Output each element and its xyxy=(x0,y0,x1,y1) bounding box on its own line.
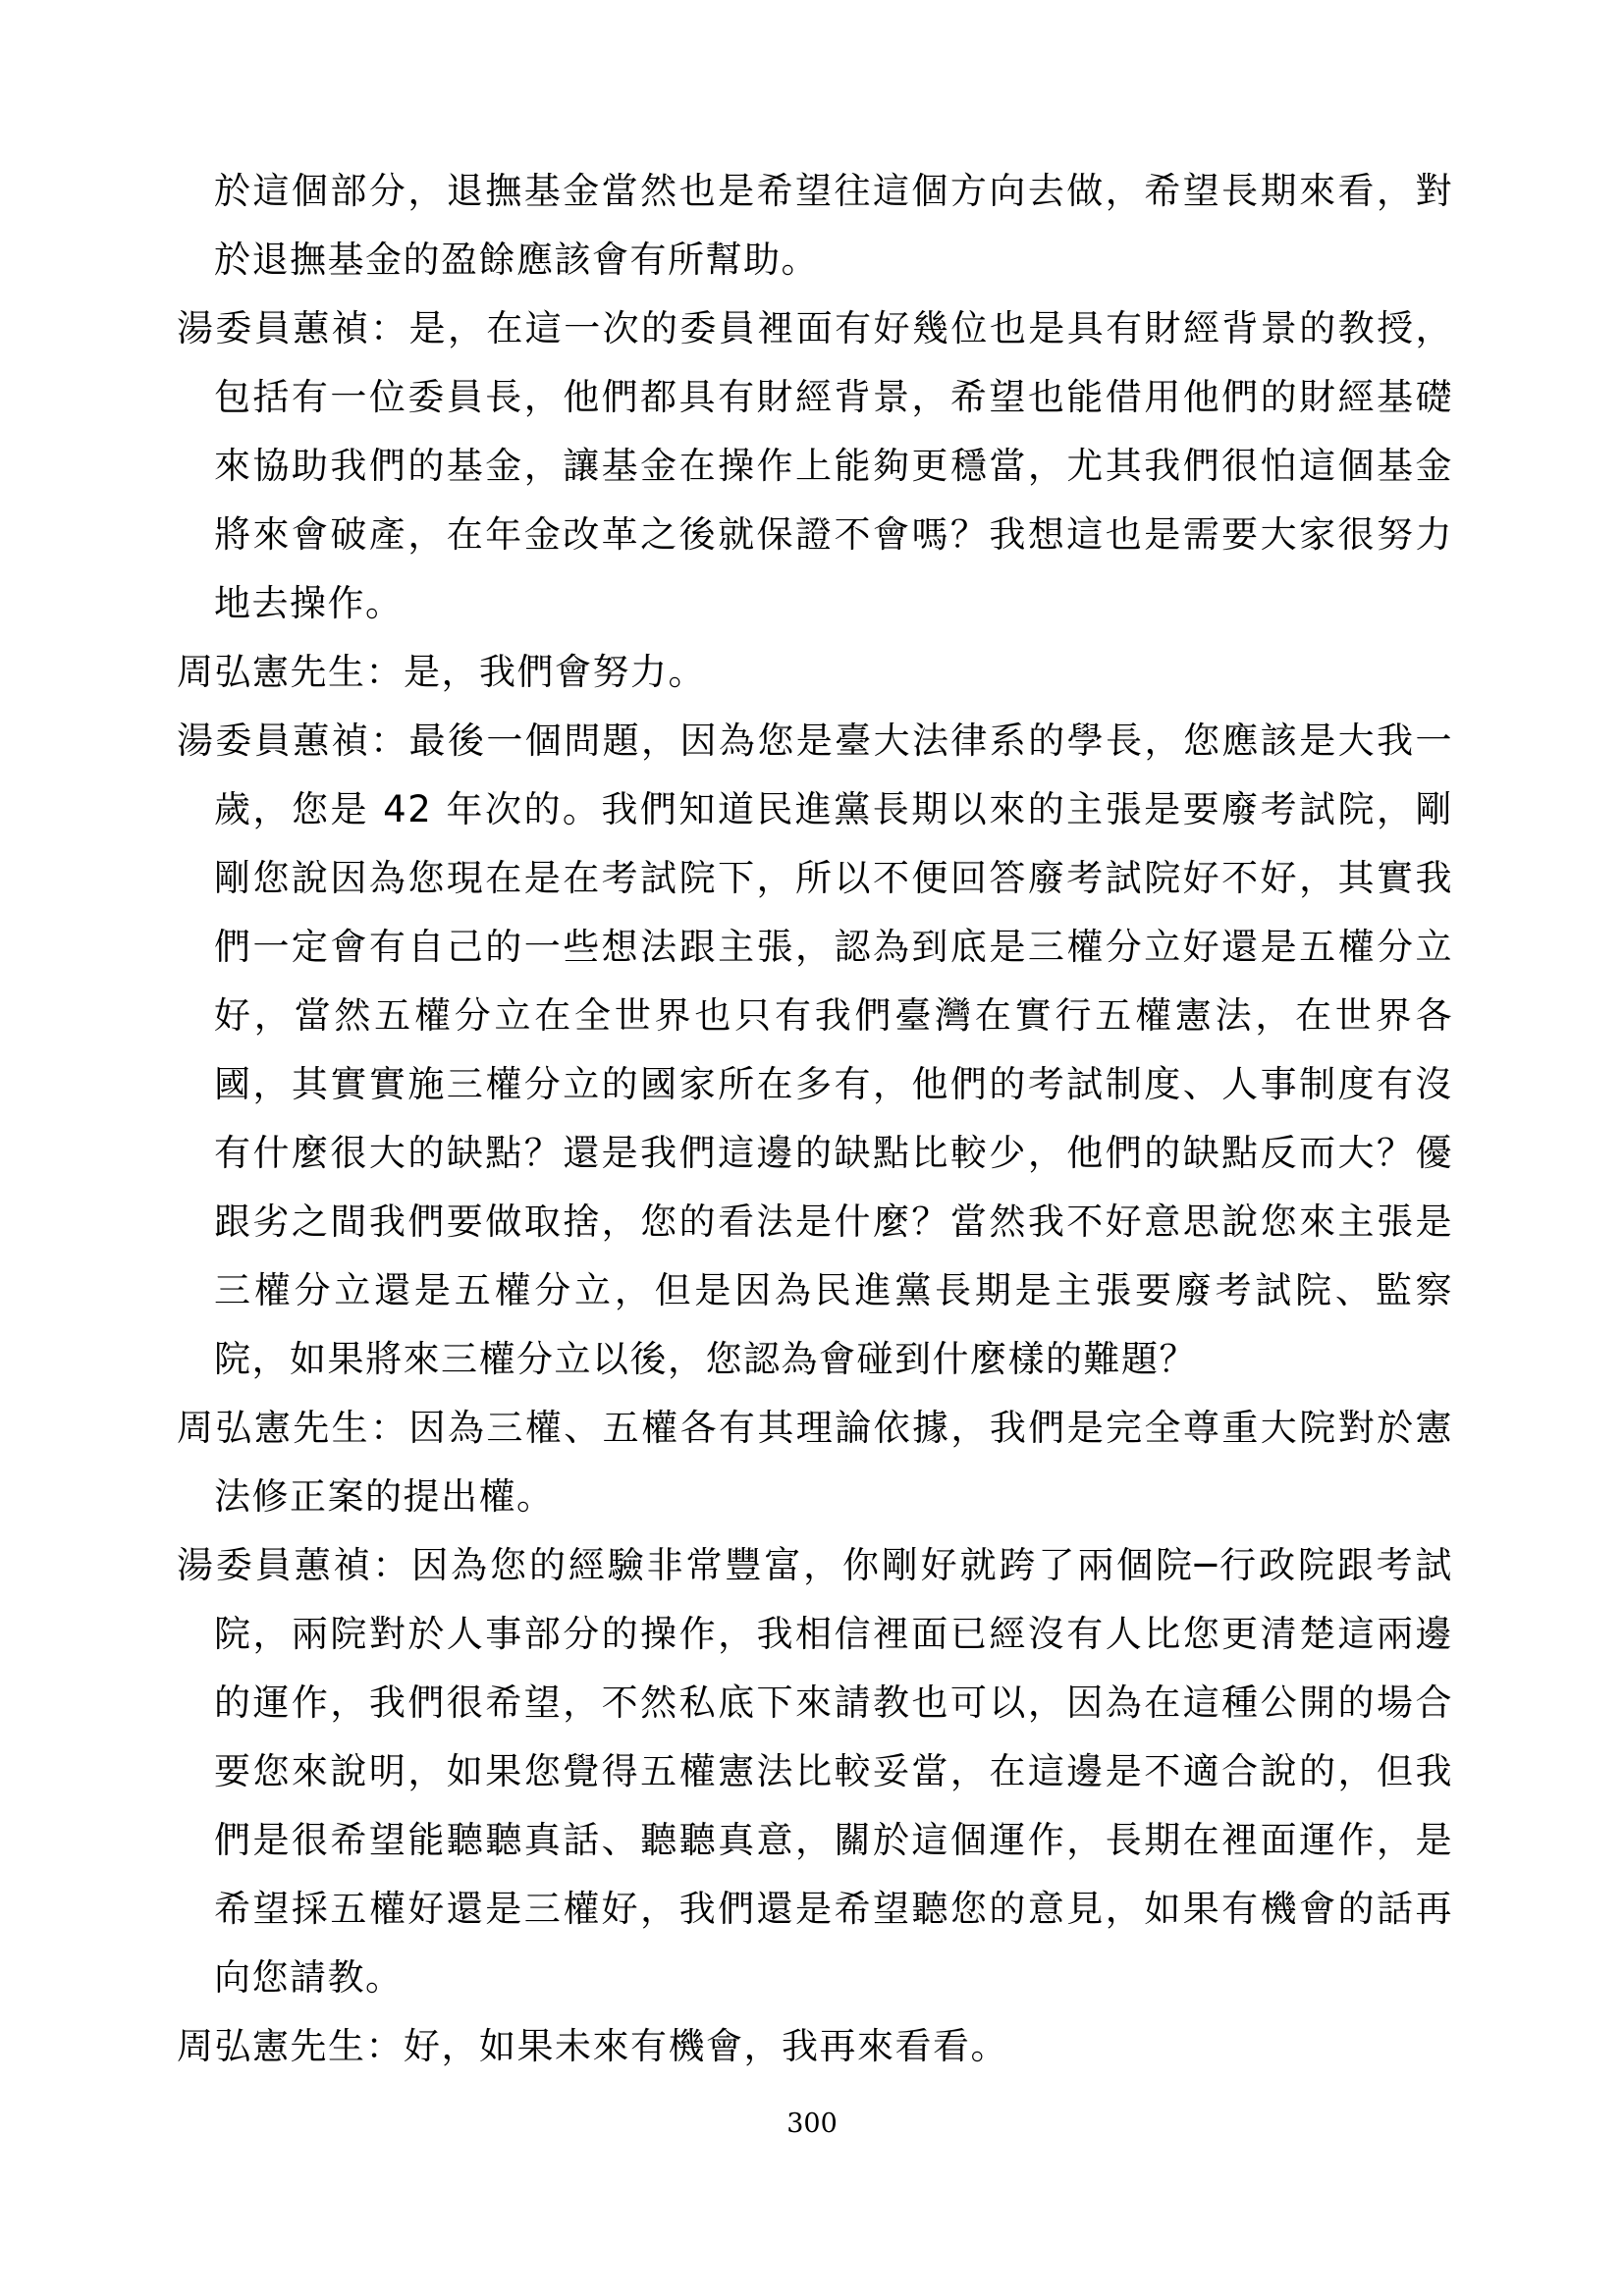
transcript-paragraph xyxy=(177,294,1453,638)
paragraph-text: 最後一個問題，因為您是臺大法律系的學長，您應該是大我一歲，您是 42 年次的。我們知道民進黨長期以來的主張是要廢考試院，剛剛您說因為您現在是在考試院下，所以不便回答廢考試院好不好，其實我們一定會有自己的一些想法跟主張，認為到底是三權分立好還是五權分立好，當然五權分立在全世界也只有我們臺灣在實行五權憲法，在世界各國，其實實施三權分立的國家所在多有，他們的考試制度、人事制度有沒有什麼很大的缺點？還是我們這邊的缺點比較少，他們的缺點反而大？優跟劣之間我們要做取捨，您的看法是什麼？當然我不好意思說您來主張是三權分立還是五權分立，但是因為民進黨長期是主張要廢考試院、監察院，如果將來三權分立以後，您認為會碰到什麼樣的難題？ xyxy=(214,720,1453,1380)
transcript-body xyxy=(177,157,1453,2081)
transcript-paragraph xyxy=(177,707,1453,1394)
paragraph-text: 於這個部分，退撫基金當然也是希望往這個方向去做，希望長期來看，對於退撫基金的盈餘應該會有所幫助。 xyxy=(214,170,1453,281)
speaker-label: 湯委員蕙禎： xyxy=(177,1544,412,1586)
paragraph-text: 是，我們會努力。 xyxy=(404,651,706,693)
transcript-paragraph xyxy=(177,2012,1453,2081)
paragraph-text: 好，如果未來有機會，我再來看看。 xyxy=(404,2025,1008,2067)
speaker-label: 周弘憲先生： xyxy=(177,651,404,693)
speaker-label: 湯委員蕙禎： xyxy=(177,307,409,349)
speaker-label: 周弘憲先生： xyxy=(177,2025,404,2067)
transcript-paragraph xyxy=(177,1394,1453,1531)
transcript-paragraph-continuation xyxy=(177,157,1453,294)
paragraph-text: 是，在這一次的委員裡面有好幾位也是具有財經背景的教授，包括有一位委員長，他們都具有財經背景，希望也能借用他們的財經基礎來協助我們的基金，讓基金在操作上能夠更穩當，尤其我們很怕這個基金將來會破產，在年金改革之後就保證不會嗎？我想這也是需要大家很努力地去操作。 xyxy=(214,307,1453,624)
speaker-label: 湯委員蕙禎： xyxy=(177,720,409,762)
page-number: 300 xyxy=(786,2109,838,2139)
paragraph-text: 因為三權、五權各有其理論依據，我們是完全尊重大院對於憲法修正案的提出權。 xyxy=(214,1407,1453,1518)
transcript-paragraph xyxy=(177,638,1453,707)
speaker-label: 周弘憲先生： xyxy=(177,1407,409,1449)
transcript-paragraph xyxy=(177,1531,1453,2012)
paragraph-text: 因為您的經驗非常豐富，你剛好就跨了兩個院─行政院跟考試院，兩院對於人事部分的操作，我相信裡面已經沒有人比您更清楚這兩邊的運作，我們很希望，不然私底下來請教也可以，因為在這種公開的場合要您來說明，如果您覺得五權憲法比較妥當，在這邊是不適合說的，但我們是很希望能聽聽真話、聽聽真意，關於這個運作，長期在裡面運作，是希望採五權好還是三權好，我們還是希望聽您的意見，如果有機會的話再向您請教。 xyxy=(214,1544,1453,1999)
